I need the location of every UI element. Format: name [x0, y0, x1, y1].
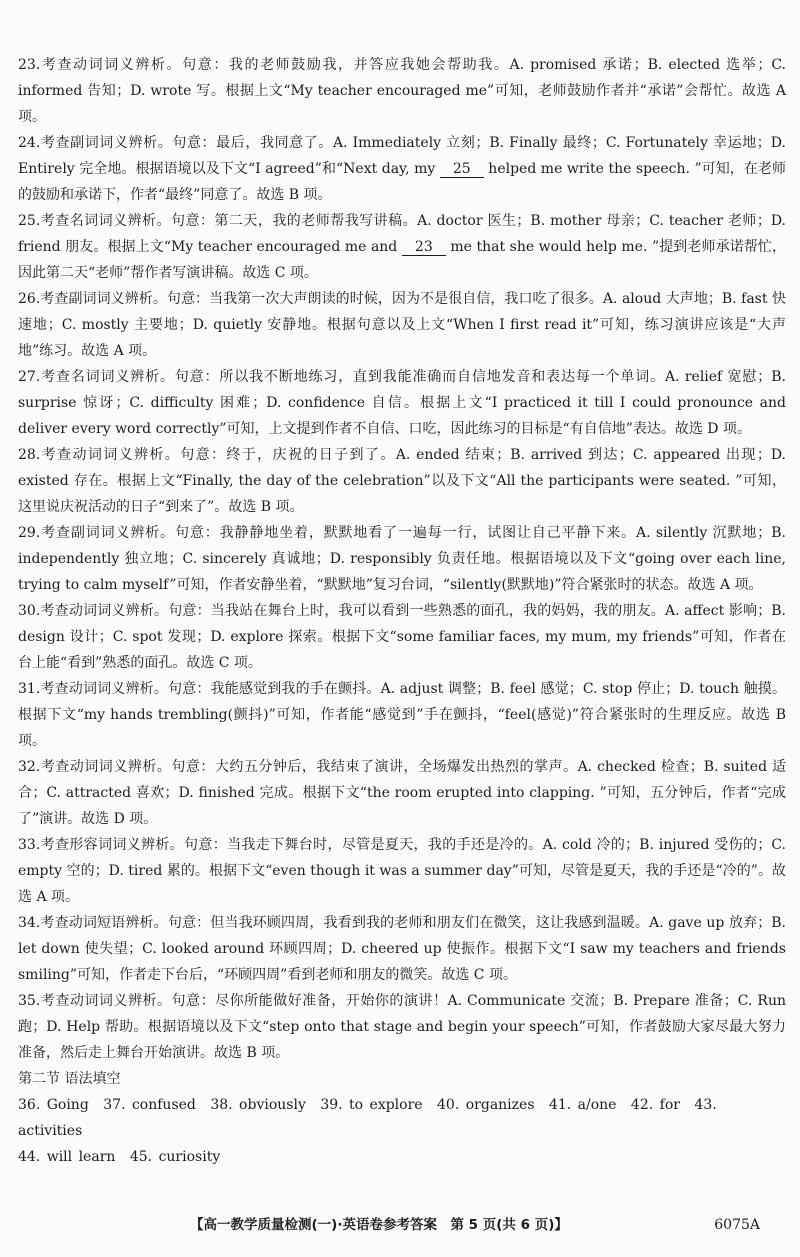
answer-key-content [18, 52, 786, 1170]
answer-45: 45. curiosity [129, 1149, 221, 1165]
document-code: 6075A [714, 1217, 760, 1233]
answer-explanation-32 [18, 754, 786, 832]
answer-explanation-27 [18, 364, 786, 442]
answer-explanation-33 [18, 832, 786, 910]
explanation-text: 29.考查副词词义辨析。句意：我静静地坐着，默默地看了一遍每一行，试图让自己平静下来。A. silently 沉默地；B. independently 独立地；C. sincerely 真诚地；D. responsibly 负责任地。根据语境以及下文“going over each line, trying to calm myself”可知，作者安静坐着，“默默地”复习台词，“silently(默默地)”符合紧张时的状态。故选 A 项。 [18, 525, 786, 593]
blank-number: 25 [440, 161, 484, 178]
answer-explanation-29 [18, 520, 786, 598]
explanation-text: 23.考查动词词义辨析。句意：我的老师鼓励我，并答应我她会帮助我。A. promised 承诺；B. elected 选举；C. informed 告知；D. wrote 写。根据上文“My teacher encouraged me”可知，老师鼓励作者并“承诺”会帮忙。故选 A 项。 [18, 57, 786, 125]
answer-explanation-35 [18, 988, 786, 1066]
explanation-text: helped me write the speech. ”可知，在老师的鼓励和承诺下，作者“最终”同意了。故选 B 项。 [18, 161, 786, 203]
explanation-text: me that she would help me. ”提到老师承诺帮忙，因此第二天“老师”帮作者写演讲稿。故选 C 项。 [18, 239, 786, 281]
page-footer [0, 1212, 800, 1238]
explanation-text: 27.考查名词词义辨析。句意：所以我不断地练习，直到我能准确而自信地发音和表达每一个单词。A. relief 宽慰；B. surprise 惊讶；C. difficulty 困难；D. confidence 自信。根据上文“I practiced it till I could pronounce and deliver every word correctly”可知，上文提到作者不自信、口吃，因此练习的目标是“有自信地”表达。故选 D 项。 [18, 369, 786, 437]
answer-38: 38. obviously [210, 1097, 306, 1113]
explanation-text: 30.考查动词词义辨析。句意：当我站在舞台上时，我可以看到一些熟悉的面孔，我的妈妈，我的朋友。A. affect 影响；B. design 设计；C. spot 发现；D. explore 探索。根据下文“some familiar faces, my mum, my friends”可知，作者在台上能“看到”熟悉的面孔。故选 C 项。 [18, 603, 786, 671]
answer-39: 39. to explore [320, 1097, 423, 1113]
answer-41: 41. a/one [548, 1097, 617, 1113]
answer-explanation-31 [18, 676, 786, 754]
answer-explanation-34 [18, 910, 786, 988]
answer-explanation-25 [18, 208, 786, 286]
answer-36: 36. Going [18, 1097, 89, 1113]
answer-explanation-30 [18, 598, 786, 676]
explanation-text: 32.考查动词词义辨析。句意：大约五分钟后，我结束了演讲，全场爆发出热烈的掌声。A. checked 检查；B. suited 适合；C. attracted 喜欢；D. finished 完成。根据下文“the room erupted into clapping. ”可知，五分钟后，作者“完成了”演讲。故选 D 项。 [18, 759, 786, 827]
answer-44: 44. will learn [18, 1149, 116, 1165]
blank-number: 23 [402, 239, 446, 256]
answer-explanation-24 [18, 130, 786, 208]
answer-explanation-23 [18, 52, 786, 130]
grammar-fill-answers [18, 1092, 786, 1170]
answer-40: 40. organizes [437, 1097, 535, 1113]
explanation-text: 34.考查动词短语辨析。句意：但当我环顾四周，我看到我的老师和朋友们在微笑，这让我感到温暖。A. gave up 放弃；B. let down 使失望；C. looked around 环顾四周；D. cheered up 使振作。根据下文“I saw my teachers and friends smiling”可知，作者走下台后，“环顾四周”看到老师和朋友的微笑。故选 C 项。 [18, 915, 786, 983]
explanation-text: 28.考查动词词义辨析。句意：终于，庆祝的日子到了。A. ended 结束；B. arrived 到达；C. appeared 出现；D. existed 存在。根据上文“Finally, the day of the celebration”以及下文“All the participants were seated. ”可知，这里说庆祝活动的日子“到来了”。故选 B 项。 [18, 447, 786, 515]
explanation-text: 31.考查动词词义辨析。句意：我能感觉到我的手在颤抖。A. adjust 调整；B. feel 感觉；C. stop 停止；D. touch 触摸。根据下文“my hands trembling(颤抖)”可知，作者能“感觉到”手在颤抖，“feel(感觉)”符合紧张时的生理反应。故选 B 项。 [18, 681, 786, 749]
explanation-text: 26.考查副词词义辨析。句意：当我第一次大声朗读的时候，因为不是很自信，我口吃了很多。A. aloud 大声地；B. fast 快速地；C. mostly 主要地；D. quietly 安静地。根据句意以及上文“When I first read it”可知，练习演讲应该是“大声地”练习。故选 A 项。 [18, 291, 786, 359]
footer-title: 【高一教学质量检测(一)·英语卷参考答案 第 5 页(共 6 页)】 [190, 1217, 568, 1233]
section-title: 第二节 语法填空 [18, 1071, 121, 1087]
answer-explanation-26 [18, 286, 786, 364]
explanation-text: 35.考查动词词义辨析。句意：尽你所能做好准备，开始你的演讲！A. Communicate 交流；B. Prepare 准备；C. Run 跑；D. Help 帮助。根据语境以及下文“step onto that stage and begin your speech”可知，作者鼓励大家尽最大努力准备，然后走上舞台开始演讲。故选 B 项。 [18, 993, 786, 1061]
answer-explanation-28 [18, 442, 786, 520]
answer-37: 37. confused [103, 1097, 196, 1113]
explanation-text: 25.考查名词词义辨析。句意：第二天，我的老师帮我写讲稿。A. doctor 医生；B. mother 母亲；C. teacher 老师；D. friend 朋友。根据上文“My teacher encouraged me and [18, 213, 786, 255]
answer-42: 42. for [630, 1097, 680, 1113]
explanation-text: 24.考查副词词义辨析。句意：最后，我同意了。A. Immediately 立刻；B. Finally 最终；C. Fortunately 幸运地；D. Entirely 完全地。根据语境以及下文“I agreed”和“Next day, my [18, 135, 786, 177]
explanation-text: 33.考查形容词词义辨析。句意：当我走下舞台时，尽管是夏天，我的手还是冷的。A. cold 冷的；B. injured 受伤的；C. empty 空的；D. tired 累的。根据下文“even though it was a summer day”可知，尽管是夏天，我的手还是“冷的”。故选 A 项。 [18, 837, 786, 905]
answer-43: 43. activities [18, 1097, 717, 1139]
